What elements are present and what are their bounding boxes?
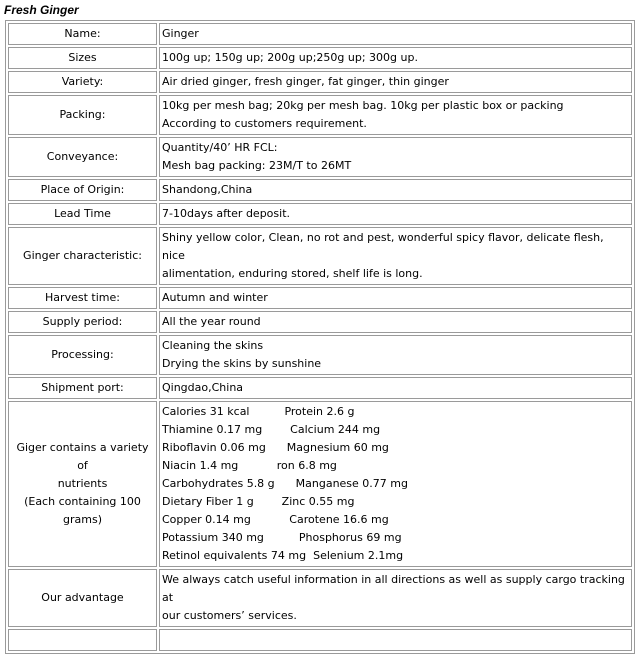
row-label: Name: xyxy=(8,23,157,45)
nutrient-line: Potassium 340 mg Phosphorus 69 mg xyxy=(162,531,402,544)
advantage-line: We always catch useful information in all directions as well as supply cargo tracking at xyxy=(162,573,625,604)
value-line: Quantity/40’ HR FCL: xyxy=(162,141,278,154)
nutrients-row xyxy=(8,401,632,567)
nutrient-line: Calories 31 kcal Protein 2.6 g xyxy=(162,405,355,418)
table-row xyxy=(8,335,632,375)
nutrient-line: Carbohydrates 5.8 g Manganese 0.77 mg xyxy=(162,477,408,490)
nutrient-line: Retinol equivalents 74 mg Selenium 2.1mg xyxy=(162,549,404,562)
value-line: Mesh bag packing: 23M/T to 26MT xyxy=(162,159,352,172)
value-line: All the year round xyxy=(162,315,261,328)
row-label: Shipment port: xyxy=(8,377,157,399)
row-value xyxy=(159,179,632,201)
table-row xyxy=(8,179,632,201)
row-label: Lead Time xyxy=(8,203,157,225)
value-line: 100g up; 150g up; 200g up;250g up; 300g up. xyxy=(162,51,418,64)
table-row xyxy=(8,71,632,93)
table-row xyxy=(8,47,632,69)
advantage-label: Our advantage xyxy=(8,569,157,627)
row-label: Conveyance: xyxy=(8,137,157,177)
value-line: Autumn and winter xyxy=(162,291,268,304)
value-line: Shiny yellow color, Clean, no rot and pest, wonderful spicy flavor, delicate flesh, nice xyxy=(162,231,604,262)
row-label: Packing: xyxy=(8,95,157,135)
row-value xyxy=(159,95,632,135)
row-label: Supply period: xyxy=(8,311,157,333)
row-value xyxy=(159,137,632,177)
row-value xyxy=(159,377,632,399)
nutrient-line: Dietary Fiber 1 g Zinc 0.55 mg xyxy=(162,495,355,508)
nutrients-label xyxy=(8,401,157,567)
table-row xyxy=(8,137,632,177)
value-line: Drying the skins by sunshine xyxy=(162,357,322,370)
value-line: 7-10days after deposit. xyxy=(162,207,291,220)
row-label: Sizes xyxy=(8,47,157,69)
nutrients-label-line: nutrients xyxy=(57,477,108,490)
nutrients-label-line: grams) xyxy=(63,513,102,526)
row-label: Ginger characteristic: xyxy=(8,227,157,285)
nutrients-label-line: (Each containing 100 xyxy=(24,495,141,508)
nutrients-value xyxy=(159,401,632,567)
spec-table xyxy=(5,20,635,654)
row-value xyxy=(159,287,632,309)
row-label: Processing: xyxy=(8,335,157,375)
value-line: Cleaning the skins xyxy=(162,339,264,352)
value-line: 10kg per mesh bag; 20kg per mesh bag. 10kg per plastic box or packing xyxy=(162,99,564,112)
row-label: Variety: xyxy=(8,71,157,93)
empty-row xyxy=(8,629,632,651)
value-line: According to customers requirement. xyxy=(162,117,367,130)
table-row xyxy=(8,287,632,309)
page-title: Fresh Ginger xyxy=(4,3,79,17)
advantage-row xyxy=(8,569,632,627)
empty-cell xyxy=(8,629,157,651)
row-value xyxy=(159,23,632,45)
nutrient-line: Riboflavin 0.06 mg Magnesium 60 mg xyxy=(162,441,389,454)
advantage-line: our customers’ services. xyxy=(162,609,297,622)
empty-cell xyxy=(159,629,632,651)
row-value xyxy=(159,47,632,69)
table-row xyxy=(8,203,632,225)
row-label: Harvest time: xyxy=(8,287,157,309)
value-line: Air dried ginger, fresh ginger, fat ginger, thin ginger xyxy=(162,75,449,88)
table-row xyxy=(8,377,632,399)
table-row xyxy=(8,23,632,45)
value-line: alimentation, enduring stored, shelf life is long. xyxy=(162,267,423,280)
row-value xyxy=(159,71,632,93)
table-row xyxy=(8,311,632,333)
nutrient-line: Niacin 1.4 mg ron 6.8 mg xyxy=(162,459,337,472)
row-value xyxy=(159,203,632,225)
row-value xyxy=(159,311,632,333)
value-line: Shandong,China xyxy=(162,183,253,196)
table-row xyxy=(8,227,632,285)
row-value xyxy=(159,335,632,375)
table-row xyxy=(8,95,632,135)
nutrients-label-line: Giger contains a variety of xyxy=(16,441,149,472)
value-line: Qingdao,China xyxy=(162,381,244,394)
nutrient-line: Thiamine 0.17 mg Calcium 244 mg xyxy=(162,423,381,436)
row-value xyxy=(159,227,632,285)
nutrient-line: Copper 0.14 mg Carotene 16.6 mg xyxy=(162,513,389,526)
value-line: Ginger xyxy=(162,27,199,40)
row-label: Place of Origin: xyxy=(8,179,157,201)
advantage-value xyxy=(159,569,632,627)
